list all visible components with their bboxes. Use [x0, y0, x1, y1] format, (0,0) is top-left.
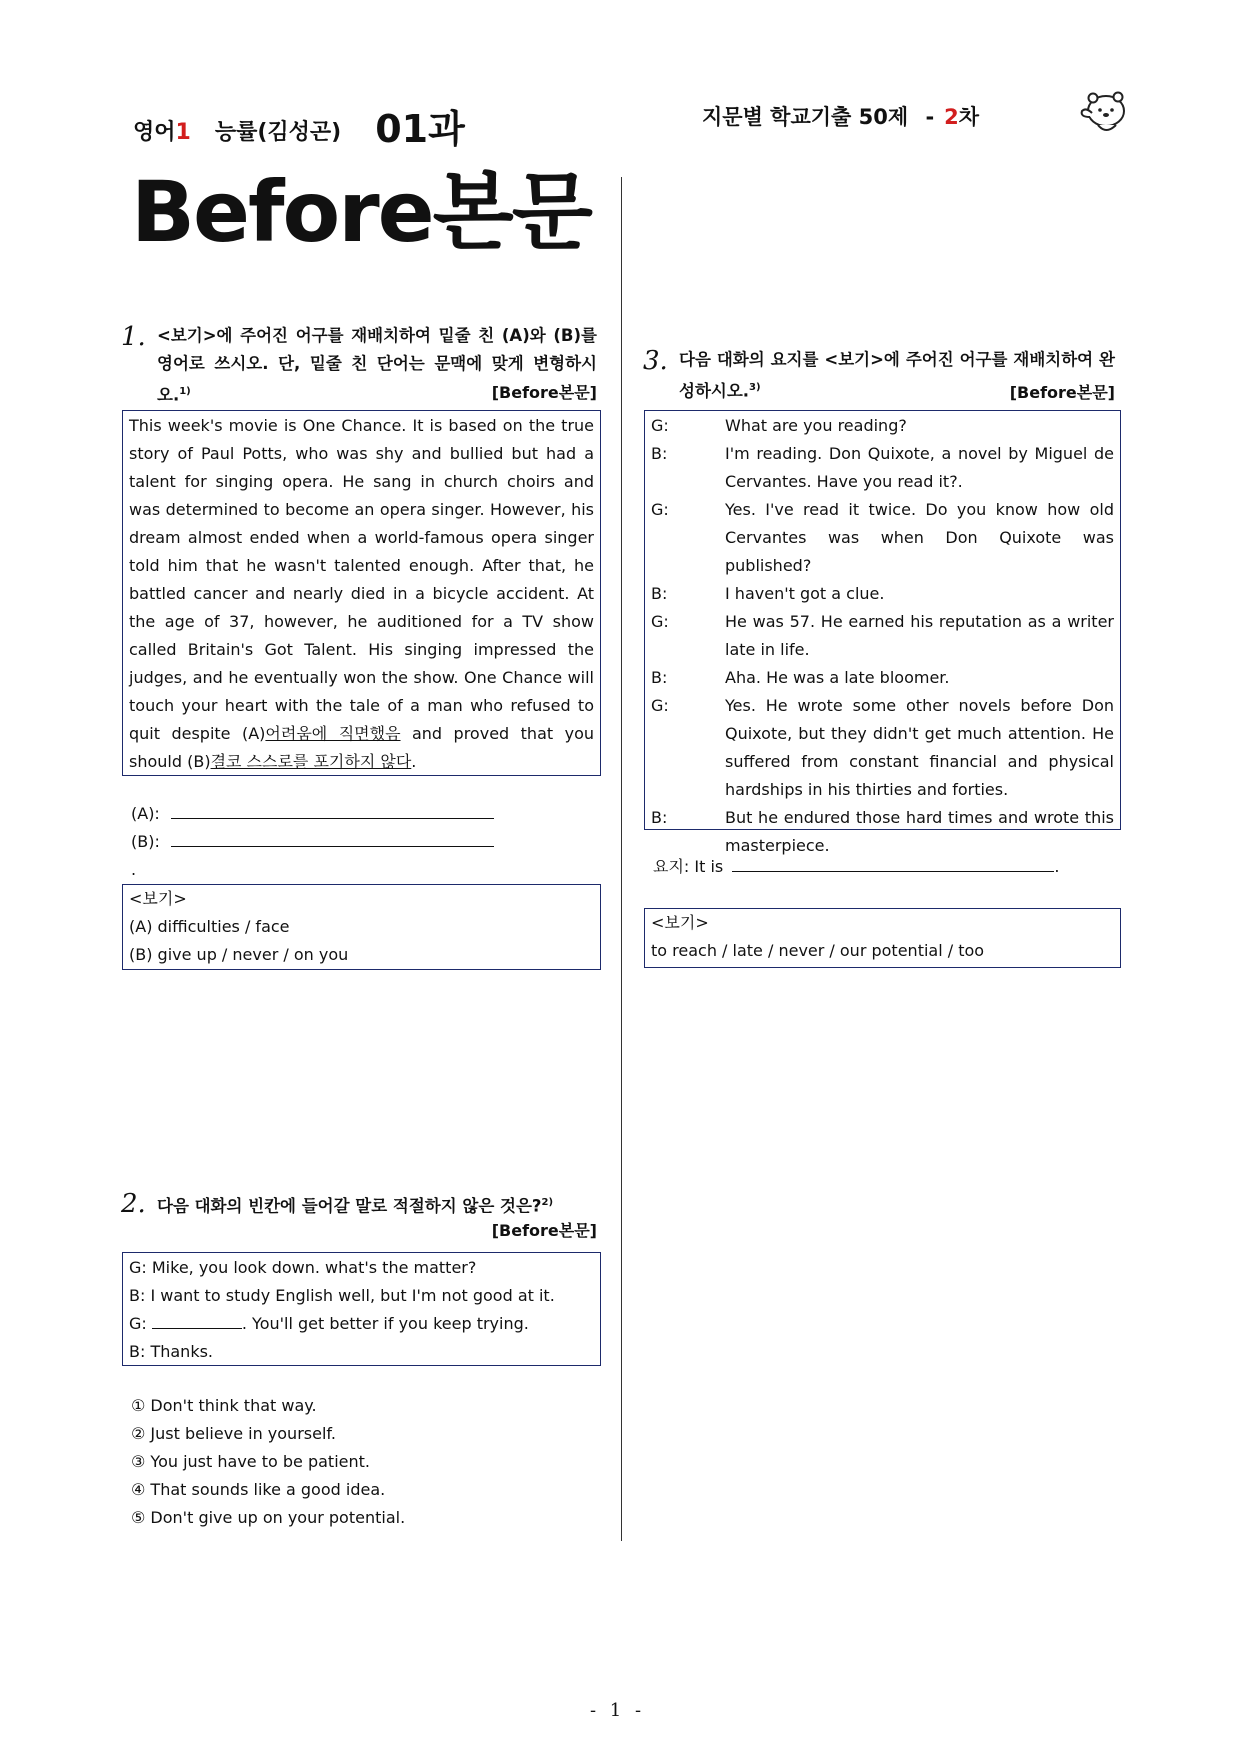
q3-summary-end: . [1054, 857, 1060, 876]
q3-speaker: G: [651, 696, 669, 715]
q1-answer-a-label: (A): [131, 804, 160, 823]
q3-dialogue-line [651, 580, 1114, 608]
q2-instruction-text: 다음 대화의 빈칸에 들어갈 말로 적절하지 않은 것은? [157, 1196, 542, 1216]
round-suffix: 차 [958, 105, 980, 129]
q3-utterance: Yes. He wrote some other novels before Don Quixote, but they didn't get much attention. He suffered from constant financial and physical hardships in his thirties and forties. [725, 696, 1114, 799]
q2-number: 2. [121, 1189, 146, 1219]
q2-source: [Before본문] [491, 1221, 597, 1240]
header-dash: - [925, 105, 935, 129]
q2-options [131, 1392, 571, 1532]
q2-line-4: B: Thanks. [129, 1342, 213, 1361]
q3-footnote: 3) [749, 382, 761, 393]
series-title: 지문별 학교기출 50제 [702, 105, 909, 129]
q1-bogi-title: <보기> [129, 889, 187, 908]
header-right [702, 101, 979, 131]
q1-footnote: 1) [179, 386, 191, 397]
q2-option-2[interactable]: ② Just believe in yourself. [131, 1424, 336, 1443]
q1-dot: . [131, 860, 137, 879]
q3-speaker: G: [651, 416, 669, 435]
q3-bogi-box [644, 908, 1121, 968]
q3-utterance: But he endured those hard times and wrote this masterpiece. [725, 808, 1114, 855]
q1-bogi-a: (A) difficulties / face [129, 917, 290, 936]
q3-source: [Before본문] [1009, 383, 1115, 402]
q3-bogi-title: <보기> [651, 913, 709, 932]
q1-answer-b-label: (B): [131, 832, 160, 851]
q2-footnote: 2) [541, 1197, 554, 1208]
q2-option-1[interactable]: ① Don't think that way. [131, 1396, 317, 1415]
lesson: 01과 [375, 107, 465, 151]
q1-passage-end: . [411, 752, 417, 771]
q3-utterance: I haven't got a clue. [725, 584, 885, 603]
q1-answer-b [131, 828, 571, 856]
q2-line-3-prefix: G: [129, 1314, 152, 1333]
q3-dialogue-line [651, 412, 1114, 440]
q1-passage-mid: and proved that you should (B) [129, 724, 594, 771]
q3-speaker: B: [651, 808, 668, 827]
q2-line-2: B: I want to study English well, but I'm not good at it. [129, 1286, 555, 1305]
q2-line-3 [129, 1310, 594, 1338]
q1-source: [Before본문] [491, 383, 597, 402]
subject-number: 1 [175, 120, 191, 145]
q1-answer-a-blank[interactable] [171, 818, 494, 819]
q1-answer-b-blank[interactable] [171, 846, 494, 847]
q2-option-3[interactable]: ③ You just have to be patient. [131, 1452, 370, 1471]
q2-option-4[interactable]: ④ That sounds like a good idea. [131, 1480, 386, 1499]
column-divider [621, 177, 622, 1541]
q3-summary [653, 853, 1113, 881]
q3-utterance: What are you reading? [725, 416, 907, 435]
q3-instruction-text: 다음 대화의 요지를 <보기>에 주어진 어구를 재배치하여 완성하시오. [679, 350, 1115, 401]
q3-summary-label: 요지: It is [653, 857, 724, 876]
q3-summary-blank[interactable] [732, 871, 1054, 872]
q2-line-1: G: Mike, you look down. what's the matter? [129, 1258, 477, 1277]
q1-underline-a: 어려움에 직면했음 [265, 724, 401, 743]
q1-passage-box [122, 410, 601, 776]
round-number: 2 [944, 105, 959, 129]
q3-number: 3. [643, 346, 668, 376]
q1-bogi-box [122, 884, 601, 970]
q3-dialogue-line [651, 664, 1114, 692]
q3-utterance: Aha. He was a late bloomer. [725, 668, 950, 687]
subject: 영어 [133, 120, 176, 145]
q3-dialogue-line [651, 440, 1114, 496]
q3-utterance: Yes. I've read it twice. Do you know how old Cervantes was when Don Quixote was published? [725, 500, 1114, 575]
q3-speaker: B: [651, 584, 668, 603]
q3-speaker: G: [651, 500, 669, 519]
q3-dialogue-line [651, 804, 1114, 860]
q3-utterance: I'm reading. Don Quixote, a novel by Miguel de Cervantes. Have you read it?. [725, 444, 1114, 491]
q1-bogi-b: (B) give up / never / on you [129, 945, 349, 964]
q1-instruction-text: <보기>에 주어진 어구를 재배치하여 밑줄 친 (A)와 (B)를 영어로 쓰시오. 단, 밑줄 친 단어는 문맥에 맞게 변형하시오. [157, 326, 597, 405]
q3-dialogue-line [651, 496, 1114, 580]
q3-dialogue-line [651, 692, 1114, 804]
q3-speaker: B: [651, 668, 668, 687]
q2-option-5[interactable]: ⑤ Don't give up on your potential. [131, 1508, 406, 1527]
q3-bogi-items: to reach / late / never / our potential / too [651, 941, 985, 960]
q3-dialogue-box [644, 410, 1121, 855]
q1-passage: This week's movie is One Chance. It is based on the true story of Paul Potts, who was shy and bullied but had a talent for singing opera. He sang in church choirs and was determined to become an opera singer. However, his dream almost ended when a world-famous opera singer told him that he wasn't talented enough. After that, he battled cancer and nearly died in a bicycle accident. At the age of 37, however, he auditioned for a TV show called Britain's Got Talent. His singing impressed the judges, and he eventually won the show. One Chance will touch your heart with the tale of a man who refused to quit despite (A) [129, 416, 594, 743]
q3-speaker: G: [651, 612, 669, 631]
q1-underline-b: 결코 스스로를 포기하지 않다 [210, 752, 412, 771]
publisher: 능률(김성곤) [214, 120, 342, 145]
q2-blank [152, 1328, 242, 1329]
q3-utterance: He was 57. He earned his reputation as a writer late in life. [725, 612, 1114, 659]
q3-speaker: B: [651, 444, 668, 463]
page-number: - 1 - [590, 1700, 646, 1721]
q2-instruction [157, 1189, 597, 1221]
q1-answer-a [131, 800, 571, 828]
q2-line-3-suffix: . You'll get better if you keep trying. [241, 1314, 529, 1333]
page-title: Before본문 [131, 163, 591, 261]
q1-number: 1. [121, 322, 146, 352]
q2-dialogue-box [122, 1252, 601, 1366]
header-left [133, 98, 465, 153]
q3-dialogue-line [651, 608, 1114, 664]
bear-mascot-icon [1076, 87, 1130, 137]
